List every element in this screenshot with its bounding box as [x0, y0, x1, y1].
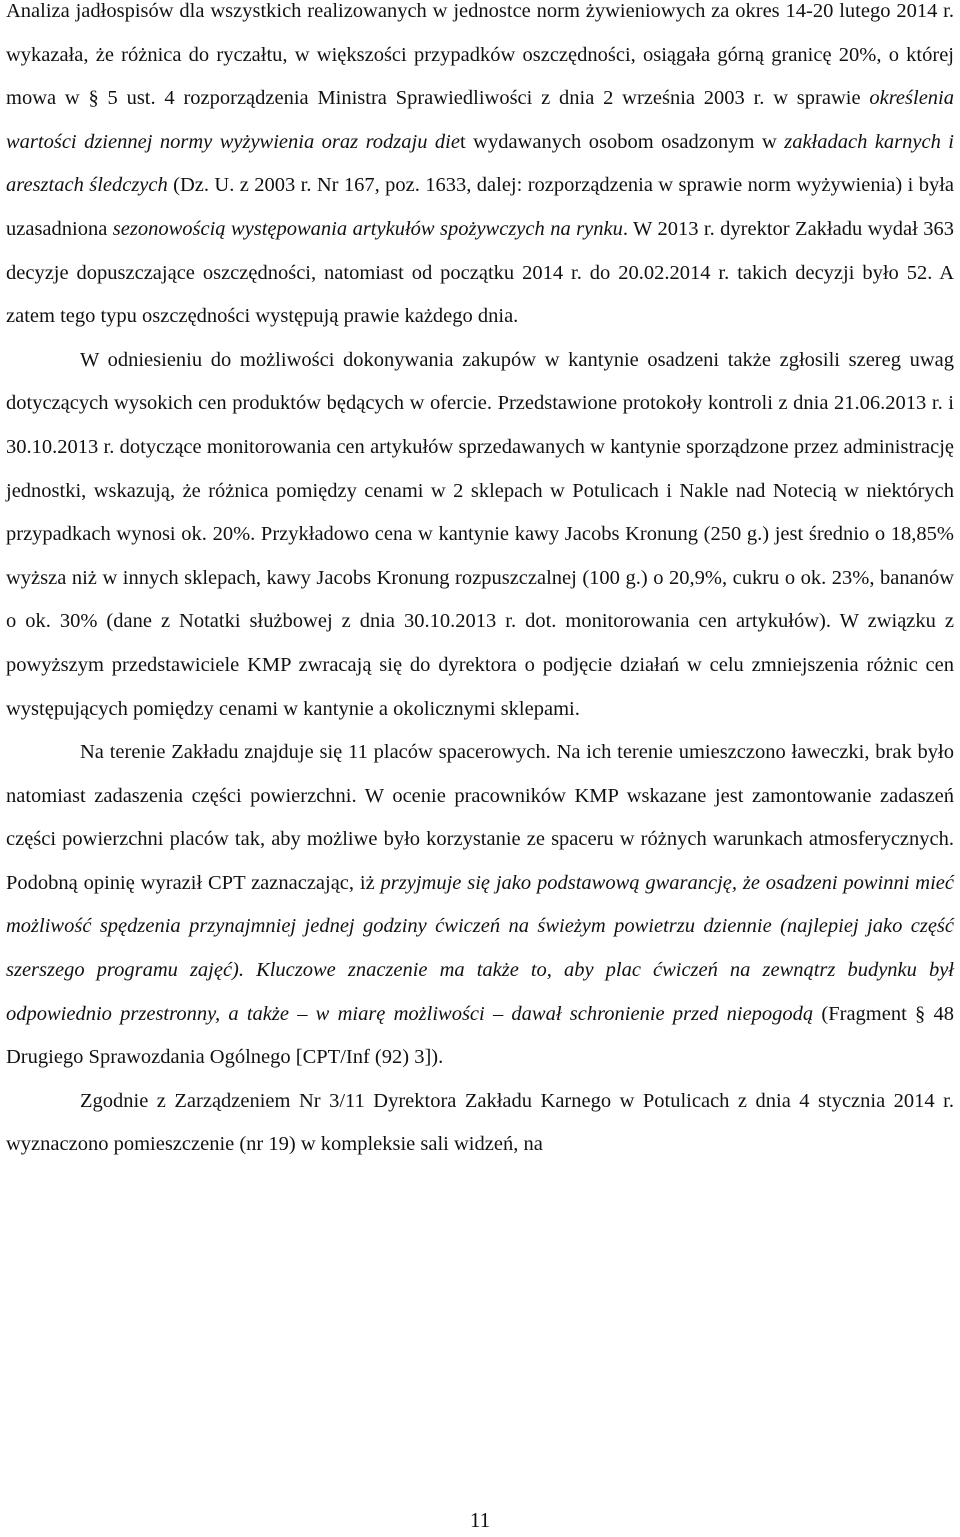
italic-regulation-title: określenia wartości dziennej normy wyżywienia oraz rodzaju die: [6, 87, 954, 153]
paragraph-text: (Fragment § 48 Drugiego Sprawozdania Ogólnego [CPT/Inf (92) 3]).: [6, 1002, 954, 1069]
paragraph-exercise-yards: [6, 731, 954, 1080]
paragraph-text: . W 2013 r. dyrektor Zakładu wydał 363 decyzje dopuszczające oszczędności, natomiast od początku 2014 r. do 20.02.2014 r. takich decyzji było 52. A zatem tego typu oszczędności występują prawie każdego dnia.: [6, 217, 954, 328]
italic-phrase: sezonowością występowania artykułów spożywczych na rynku: [112, 217, 623, 240]
paragraph-text: t wydawanych osobom osadzonym w: [459, 130, 785, 153]
paragraph-text: Na terenie Zakładu znajduje się 11 placów spacerowych. Na ich terenie umieszczono ławeczki, brak było natomiast zadaszenia części powierzchni. W ocenie pracowników KMP wskazane jest zamontowanie zadaszeń części powierzchni placów tak, aby możliwe było korzystanie ze spaceru w różnych warunkach atmosferycznych. Podobną opinię wyraził CPT zaznaczając, iż: [6, 741, 954, 894]
paragraph-menu-analysis: [6, 0, 954, 339]
italic-cpt-quote: przyjmuje się jako podstawową gwarancję, że osadzeni powinni mieć możliwość spędzenia przynajmniej jednej godziny ćwiczeń na świeżym powietrzu dziennie (najlepiej jako część szerszego programu zajęć). Kluczowe znaczenie ma także to, aby plac ćwiczeń na zewnątrz budynku był odpowiednio przestronny, a także – w miarę możliwości – dawał schronienie przed niepogodą: [6, 871, 954, 1025]
document-page: [6, 0, 954, 1167]
paragraph-visiting-room: Zgodnie z Zarządzeniem Nr 3/11 Dyrektora Zakładu Karnego w Potulicach z dnia 4 stycznia 2014 r. wyznaczono pomieszczenie (nr 19) w kompleksie sali widzeń, na: [6, 1089, 954, 1156]
paragraph-text: (Dz. U. z 2003 r. Nr 167, poz. 1633, dalej: rozporządzenia w sprawie norm wyżywienia) i była uzasadniona: [6, 174, 954, 240]
paragraph-text: Analiza jadłospisów dla wszystkich realizowanych w jednostce norm żywieniowych za okres 14-20 lutego 2014 r. wykazała, że różnica do ryczałtu, w większości przypadków oszczędności, osiągała górną granicę 20%, o której mowa w § 5 ust. 4 rozporządzenia Ministra Sprawiedliwości z dnia 2 września 2003 r. w sprawie: [6, 0, 954, 110]
page-number: 11: [469, 1508, 491, 1532]
italic-regulation-title: zakładach karnych i aresztach śledczych: [6, 130, 954, 197]
paragraph-canteen-prices: W odniesieniu do możliwości dokonywania zakupów w kantynie osadzeni także zgłosili szereg uwag dotyczących wysokich cen produktów będących w ofercie. Przedstawione protokoły kontroli z dnia 21.06.2013 r. i 30.10.2013 r. dotyczące monitorowania cen artykułów sprzedawanych w kantynie sporządzone przez administrację jednostki, wskazują, że różnica pomiędzy cenami w 2 sklepach w Potulicach i Nakle nad Notecią w niektórych przypadkach wynosi ok. 20%. Przykładowo cena w kantynie kawy Jacobs Kronung (250 g.) jest średnio o 18,85% wyższa niż w innych sklepach, kawy Jacobs Kronung rozpuszczalnej (100 g.) o 20,9%, cukru o ok. 23%, bananów o ok. 30% (dane z Notatki służbowej z dnia 30.10.2013 r. dot. monitorowania cen artykułów). W związku z powyższym przedstawiciele KMP zwracają się do dyrektora o podjęcie działań w celu zmniejszenia różnic cen występujących pomiędzy cenami w kantynie a okolicznymi sklepami.: [6, 348, 954, 720]
